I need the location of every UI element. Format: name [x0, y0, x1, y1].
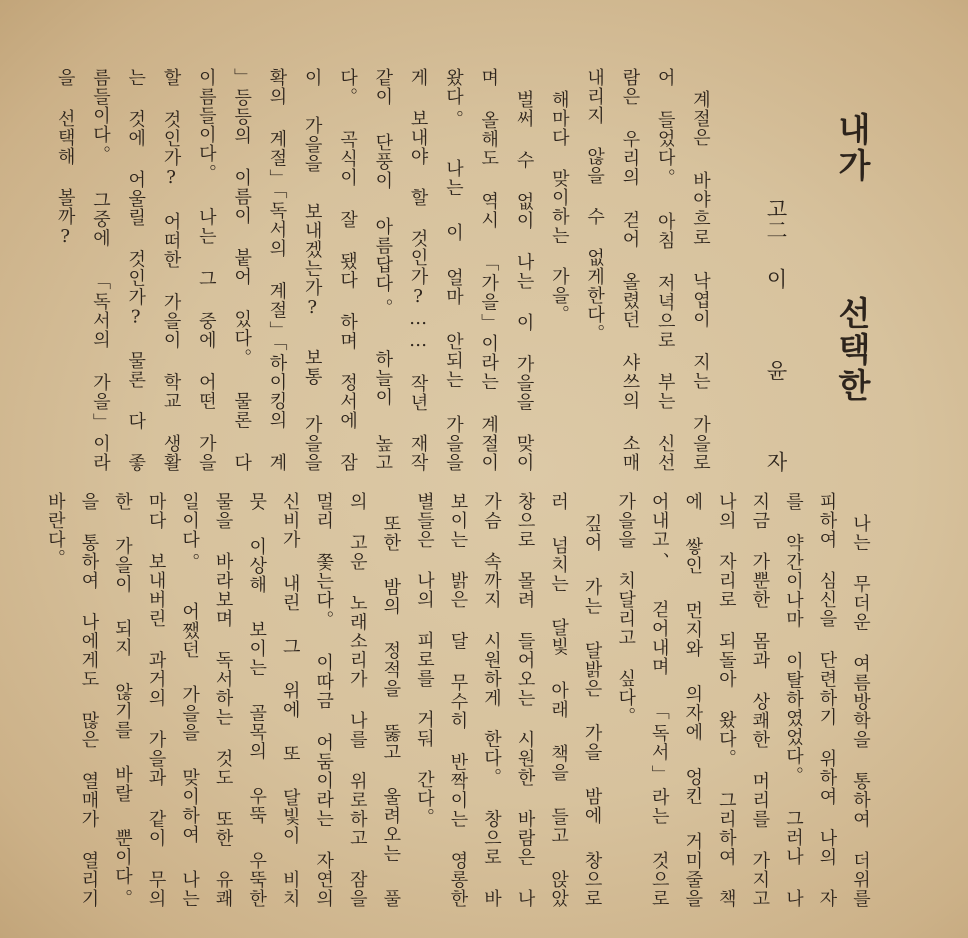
- lower-text-line: 바란다。: [44, 492, 66, 568]
- upper-text-line: 름들이다。 그중에 「독서의 가을」이라: [89, 68, 111, 472]
- upper-text-line: 벌써 수 없이 나는 이 가을을 맞이: [513, 90, 535, 472]
- article-title: 내가 선택한: [833, 112, 872, 404]
- lower-text-line: 러 넘치는 달빛 아래 책을 들고 앉았: [548, 492, 570, 908]
- lower-text-line: 일이다。 어쨌던 가을을 맞이하여 나는: [179, 492, 201, 908]
- upper-text-line: 이 가을을 보내겠는가? 보통 가을을: [301, 68, 323, 472]
- lower-text-line: 신비가 내린 그 위에 또 달빛이 비치: [279, 492, 301, 908]
- upper-text-line: 람은 우리의 걷어 올렸던 샤쓰의 소매: [619, 68, 641, 472]
- upper-text-line: 계절은 바야흐로 낙엽이 지는 가을로: [690, 90, 711, 472]
- lower-text-line: 마다 보내버린 과거의 가을과 같이 무의: [145, 492, 167, 908]
- upper-text-line: 이름들이다。 나는 그 중에 어떤 가을: [195, 68, 217, 472]
- lower-text-line: 보이는 밝은 달 무수히 반짝이는 영롱한: [447, 492, 469, 908]
- lower-text-line: 물을 바라보며 독서하는 것도 또한 유쾌: [212, 492, 234, 908]
- upper-text-line: 왔다。 나는 이 얼마 안되는 가을을: [442, 68, 464, 472]
- upper-text-line: 며 올해도 역시 「가을」이라는 계절이: [478, 68, 500, 472]
- lower-text-line: 나는 무더운 여름방학을 통하여 더위를: [850, 514, 871, 908]
- upper-text-line: 어 들었다。 아침 저녁으로 부는 신선: [654, 68, 676, 472]
- lower-text-line: 깊어 가는 달밝은 가을 밤에 창으로: [581, 514, 603, 908]
- lower-text-line: 뭇 이상해 보이는 골목의 우뚝 우뚝한: [246, 492, 268, 908]
- lower-text-line: 가을을 치달리고 싶다。: [615, 492, 637, 726]
- lower-text-line: 를 약간이나마 이탈하였었다。 그러나 나: [782, 492, 804, 908]
- lower-text-line: 지금 가뿐한 몸과 상쾌한 머리를 가지고: [749, 492, 771, 908]
- upper-text-line: 는 것에 어울릴 것인가? 물론 다 좋: [125, 68, 147, 472]
- upper-text-line: 을 선택해 볼까?: [54, 68, 76, 248]
- lower-text-line: 가슴 속까지 시원하게 한다。 창으로 바: [480, 492, 502, 908]
- lower-text-line: 별들은 나의 피로를 거둬 간다。: [413, 492, 435, 827]
- upper-text-line: 해마다 맞이하는 가을。: [548, 90, 570, 324]
- lower-text-line: 나의 자리로 되돌아 왔다。 그리하여 책: [715, 492, 737, 908]
- lower-text-line: 어내고、 걷어내며 「독서」라는 것으로: [648, 492, 670, 908]
- lower-text-line: 또한 밤의 정적을 뚫고 울려오는 풀: [380, 514, 402, 908]
- lower-text-line: 을 통하여 나에게도 많은 열매가 열리기: [78, 492, 100, 908]
- author-name: 이 윤 자: [764, 268, 788, 472]
- upper-text-line: 내리지 않을 수 없게한다。: [584, 68, 606, 343]
- lower-text-line: 피하여 심신을 단련하기 위하여 나의 자: [816, 492, 838, 908]
- upper-text-line: 」등등의 이름이 붙어 있다。 물론 다: [231, 68, 253, 472]
- lower-text-line: 창으로 몰려 들어오는 시원한 바람은 나: [514, 492, 536, 908]
- upper-text-line: 다。 곡식이 잘 됐다 하며 정서에 잠: [337, 68, 359, 472]
- upper-text-line: 같이 단풍이 아름답다。 하늘이 높고: [372, 68, 394, 472]
- upper-text-line: 할 것인가? 어떠한 가을이 학교 생활: [160, 68, 182, 472]
- author-grade: 고二: [764, 198, 788, 240]
- lower-text-line: 에 쌓인 먼지와 의자에 엉킨 거미줄을: [682, 492, 704, 908]
- lower-text-line: 한 가을이 되지 않기를 바랄 뿐이다。: [111, 492, 133, 908]
- upper-text-line: 확의 계절」「독서의 계절」「하이킹의 계: [266, 68, 288, 472]
- lower-text-line: 의 고운 노래소리가 나를 위로하고 잠을: [346, 492, 368, 908]
- lower-text-block: [38, 492, 877, 908]
- upper-text-line: 게 보내야 할 것인가?…… 작년 재작: [407, 68, 429, 472]
- upper-text-block: [47, 68, 718, 472]
- lower-text-line: 멀리 쫓는다。 이따금 어둠이라는 자연의: [313, 492, 335, 908]
